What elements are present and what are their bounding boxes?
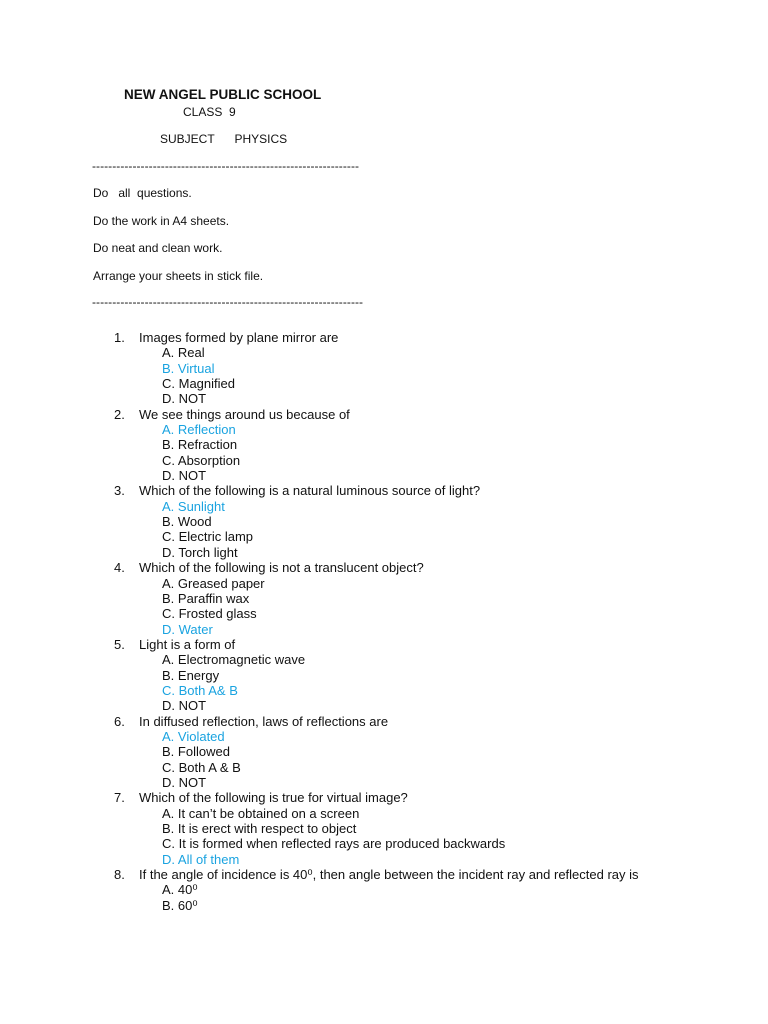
answer-option-correct: D. Water — [162, 621, 213, 637]
answer-option: D. NOT — [162, 391, 207, 407]
question-text: In diffused reflection, laws of reflections are — [139, 713, 389, 729]
question-4 — [114, 560, 714, 637]
question-list — [114, 330, 714, 913]
question-number: 6. — [114, 713, 125, 729]
instructions-list — [93, 186, 263, 296]
question-8 — [114, 867, 714, 913]
answer-option: B. Energy — [162, 667, 220, 683]
question-number: 2. — [114, 406, 125, 422]
answer-option-correct: A. Violated — [162, 728, 225, 744]
question-number: 3. — [114, 483, 125, 499]
answer-option: B. It is erect with respect to object — [162, 821, 357, 836]
question-number: 1. — [114, 330, 125, 345]
separator-bottom: ------------------------------------------------------------------- — [92, 295, 364, 309]
instruction-2: Do the work in A4 sheets. — [93, 213, 230, 228]
question-text: Which of the following is true for virtual image? — [139, 790, 408, 806]
answer-option: D. NOT — [162, 468, 207, 484]
answer-option-correct: A. Sunlight — [162, 498, 225, 514]
question-number: 7. — [114, 790, 125, 806]
instruction-3: Do neat and clean work. — [93, 241, 223, 255]
answer-option: C. Magnified — [162, 376, 235, 392]
question-3 — [114, 483, 714, 560]
answer-option: D. NOT — [162, 698, 207, 714]
school-name: NEW ANGEL PUBLIC SCHOOL — [124, 87, 322, 102]
question-text: Which of the following is a natural luminous source of light? — [139, 483, 481, 499]
answer-option: B. Wood — [162, 514, 212, 530]
answer-option: A. Electromagnetic wave — [162, 652, 306, 668]
answer-option: C. Electric lamp — [162, 529, 254, 545]
answer-option: A. Greased paper — [162, 575, 265, 591]
answer-option: A. 40⁰ — [162, 882, 198, 898]
answer-option: B. 60⁰ — [162, 897, 198, 913]
separator-top: ------------------------------------------------------------------ — [92, 159, 360, 173]
question-text: We see things around us because of — [139, 406, 350, 422]
answer-option: A. Real — [162, 345, 205, 361]
question-text: Images formed by plane mirror are — [139, 330, 339, 345]
answer-option: B. Paraffin wax — [162, 590, 250, 606]
answer-option-correct: C. Both A& B — [162, 682, 238, 698]
question-text: Light is a form of — [139, 636, 236, 652]
instruction-1: Do all questions. — [93, 186, 192, 200]
question-2 — [114, 407, 714, 484]
answer-option: B. Followed — [162, 744, 230, 760]
question-1 — [114, 330, 714, 407]
answer-option-correct: B. Virtual — [162, 360, 215, 376]
answer-option: D. Torch light — [162, 544, 238, 560]
class-line: CLASS 9 — [183, 105, 236, 119]
answer-option: C. Frosted glass — [162, 606, 257, 622]
answer-option: C. Absorption — [162, 452, 241, 468]
subject-line: SUBJECT PHYSICS — [160, 132, 288, 146]
answer-option-correct: D. All of them — [162, 851, 240, 867]
question-6 — [114, 714, 714, 791]
question-5 — [114, 637, 714, 714]
question-7 — [114, 790, 714, 867]
answer-option: A. It can’t be obtained on a screen — [162, 805, 360, 821]
answer-option: C. Both A & B — [162, 759, 241, 775]
instruction-4: Arrange your sheets in stick file. — [93, 268, 264, 283]
question-text: If the angle of incidence is 40⁰, then angle between the incident ray and reflected ray is — [139, 867, 639, 883]
question-number: 8. — [114, 867, 125, 883]
answer-option: C. It is formed when reflected rays are produced backwards — [162, 836, 506, 852]
question-number: 4. — [114, 560, 125, 576]
answer-option: D. NOT — [162, 774, 207, 790]
question-number: 5. — [114, 636, 125, 652]
question-text: Which of the following is not a translucent object? — [139, 560, 424, 576]
answer-option-correct: A. Reflection — [162, 422, 236, 438]
answer-option: B. Refraction — [162, 437, 238, 453]
